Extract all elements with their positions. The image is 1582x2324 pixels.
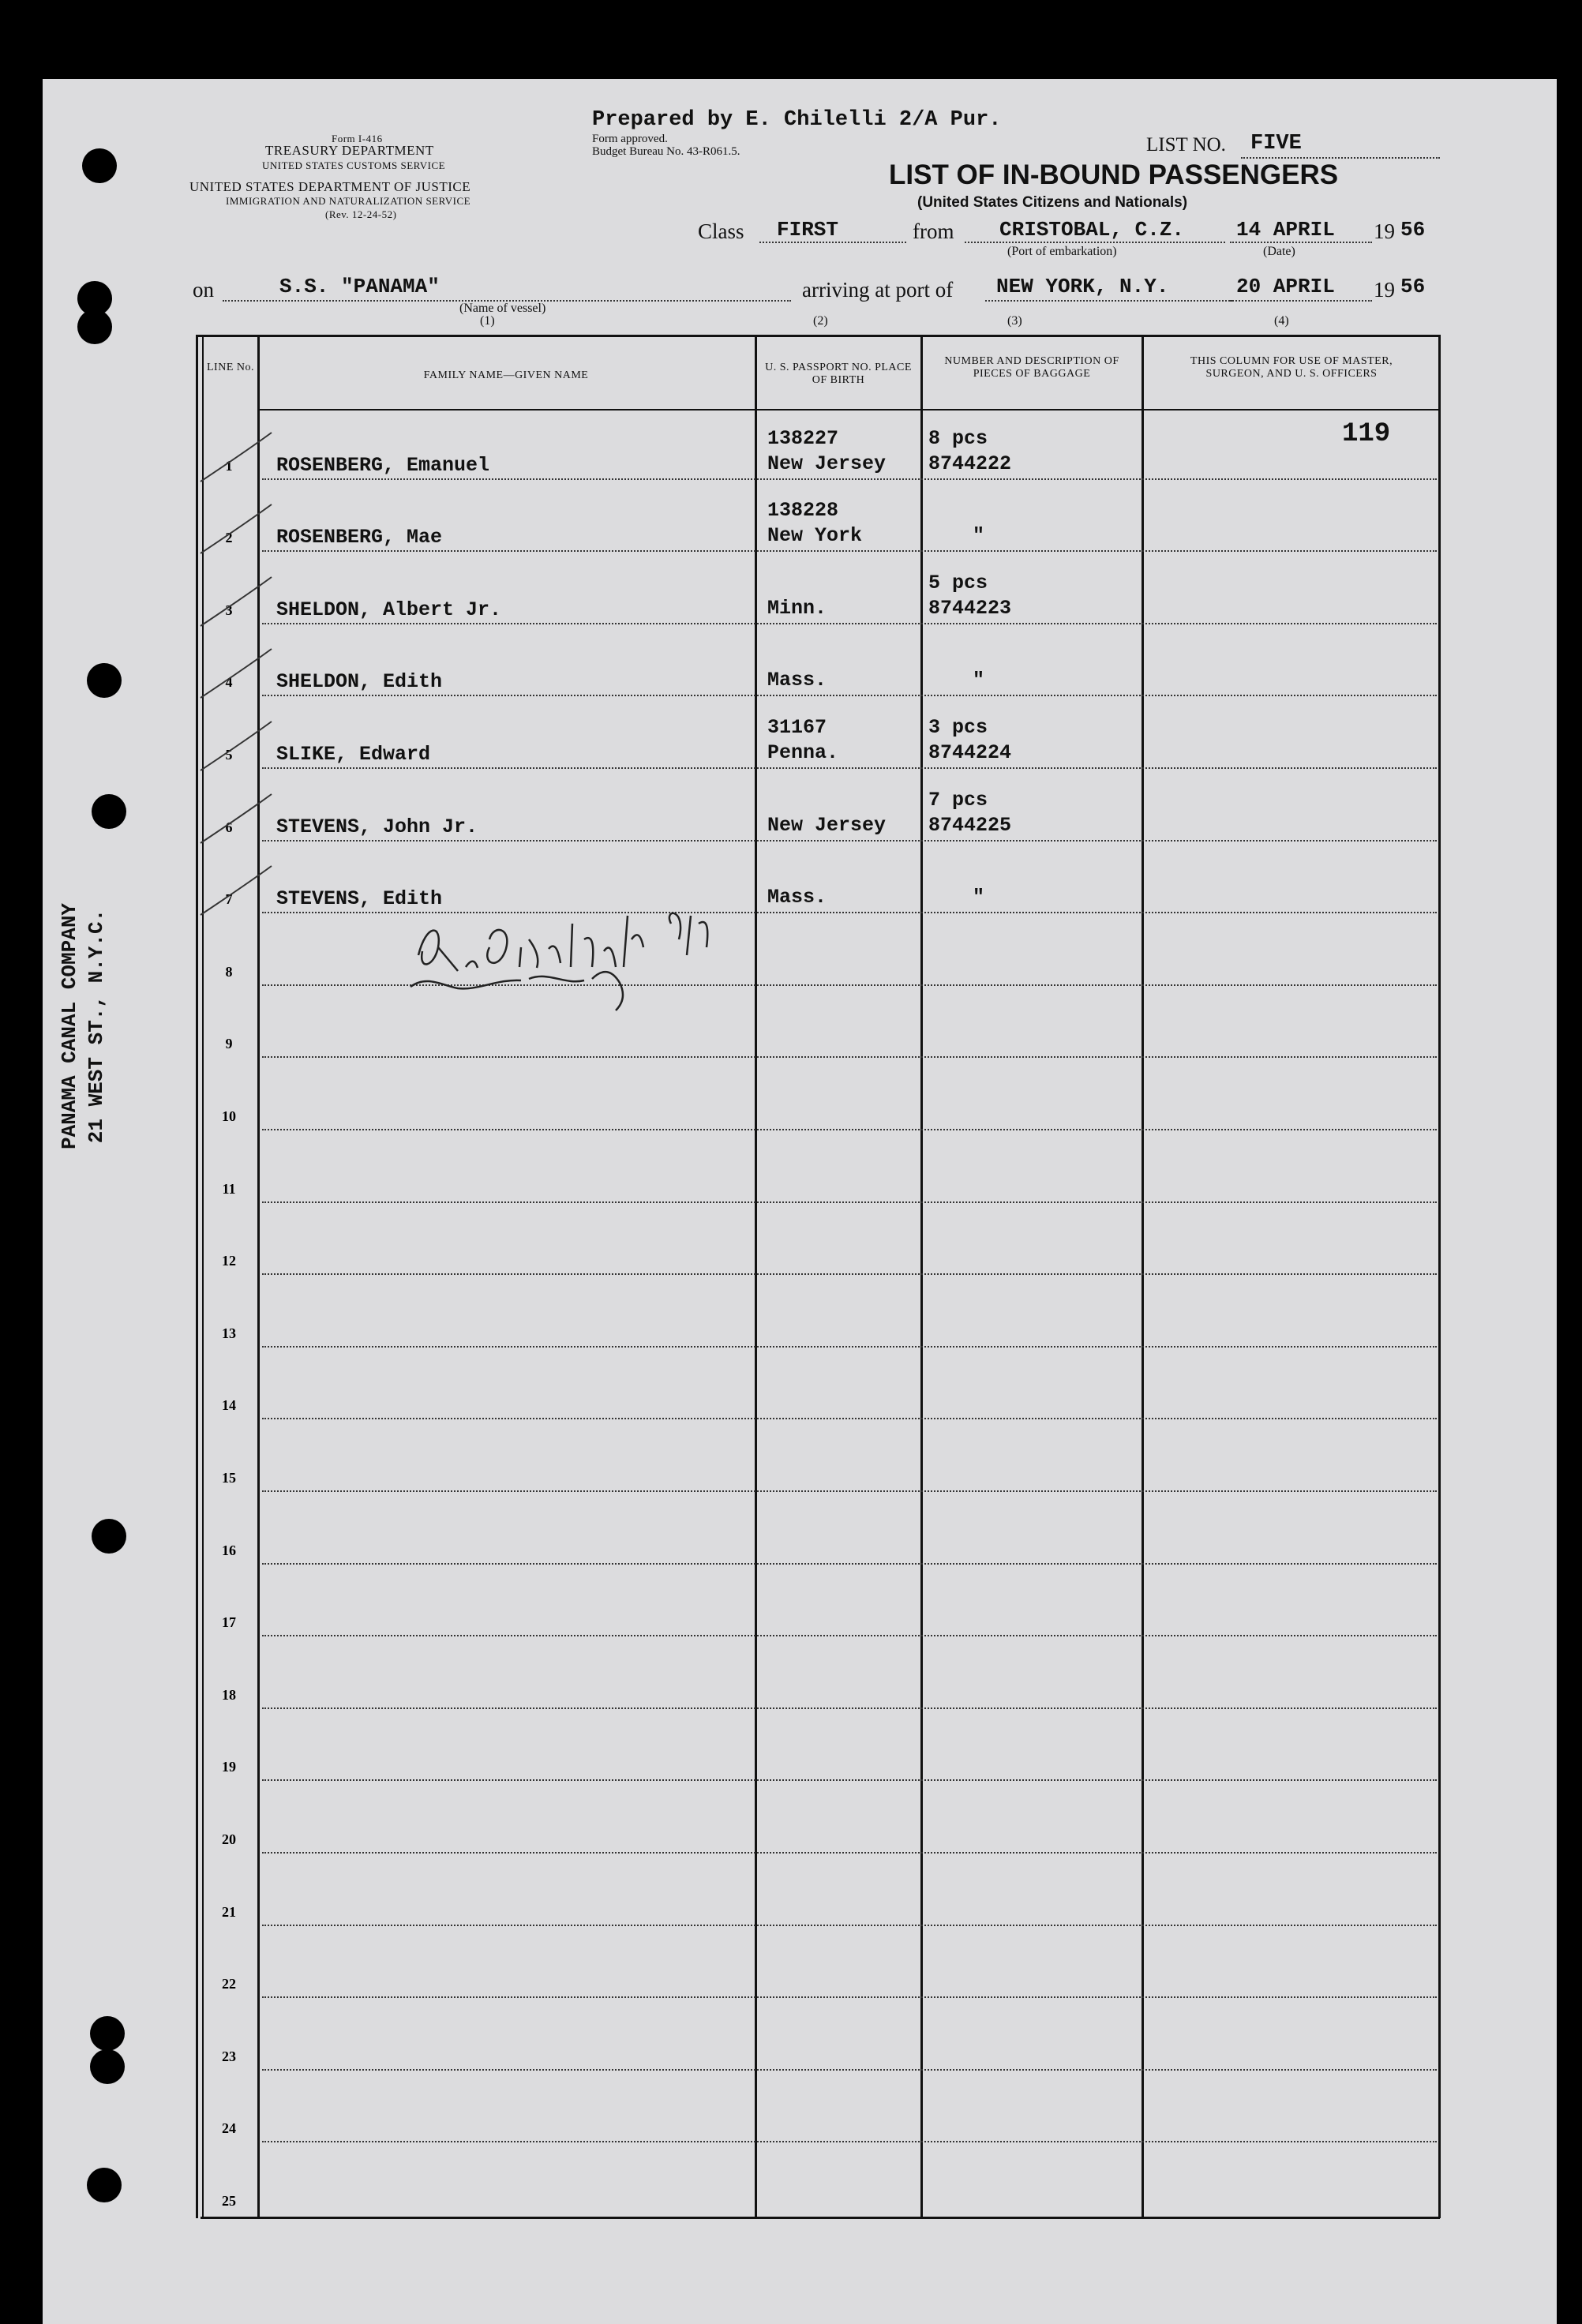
line-number: 8 [225,963,233,980]
stamp-line-2: 21 WEST ST., N.Y.C. [84,909,108,1144]
line-number: 9 [225,1036,233,1052]
passport-number: 138227 [767,426,839,450]
baggage-number: 8744225 [928,813,1012,837]
list-no-value: FIVE [1250,132,1302,156]
check-mark-icon [193,426,287,489]
row-rule [262,1635,1437,1636]
passenger-name: SHELDON, Edith [276,670,443,694]
punch-hole [92,1519,126,1554]
handwritten-signature [403,892,766,1034]
place-of-birth: Mass. [767,886,827,909]
punch-hole [87,663,122,698]
embark-year-value: 56 [1400,218,1426,242]
class-label: Class [698,219,744,243]
line-number: 5 [225,747,233,763]
list-no-line [1241,157,1440,159]
date-caption: (Date) [1263,245,1295,258]
company-stamp [56,903,110,1149]
arrival-date-line [1230,300,1372,302]
embark-date-line [1230,242,1372,243]
punch-hole [87,2168,122,2202]
row-rule [262,1996,1437,1998]
baggage-number: " [973,524,985,548]
vessel-caption: (Name of vessel) [459,302,546,315]
row-rule [262,1201,1437,1203]
page-subtitle: (United States Citizens and Nationals) [917,194,1188,211]
place-of-birth: New Jersey [767,813,887,837]
row-rule [262,1925,1437,1926]
port-embarkation-caption: (Port of embarkation) [1007,245,1117,258]
check-mark-icon [193,715,287,778]
row-rule [262,1273,1437,1275]
class-value: FIRST [777,218,839,242]
header-passport: U. S. PASSPORT NO. PLACE OF BIRTH [765,362,912,386]
arrival-port-line [985,300,1233,302]
row-rule [262,1056,1437,1058]
line-number: 24 [222,2120,236,2137]
column-divider-officers [1142,335,1144,2218]
arriving-label: arriving at port of [802,278,954,302]
line-number: 25 [222,2193,236,2209]
row-rule [262,840,1437,842]
header-line-no: LINE No. [207,362,254,373]
baggage-pieces: 5 pcs [928,571,988,594]
header-name: FAMILY NAME—GIVEN NAME [423,369,589,381]
arrival-port-value: NEW YORK, N.Y. [996,275,1169,298]
place-of-birth: New Jersey [767,452,887,475]
col-ref-4: (4) [1274,314,1289,328]
embark-year-prefix: 19 [1374,219,1395,243]
place-of-birth: Penna. [767,741,839,764]
col-ref-1: (1) [480,314,495,328]
punch-hole [82,148,117,183]
arrival-date-value: 20 APRIL [1236,275,1335,298]
line-number: 13 [222,1325,236,1341]
column-divider-baggage [920,335,923,2218]
passenger-name: SHELDON, Albert Jr. [276,598,502,621]
row-rule [262,623,1437,624]
line-number: 6 [225,819,233,835]
revision: (Rev. 12-24-52) [325,208,397,220]
check-mark-icon [193,788,287,851]
row-rule [262,2069,1437,2071]
check-mark-icon [193,498,287,561]
line-number: 15 [222,1470,236,1486]
line-number: 4 [225,674,233,691]
treasury-department: TREASURY DEPARTMENT [265,143,434,158]
punch-hole [90,2049,125,2084]
passenger-name: SLIKE, Edward [276,743,431,766]
class-line [759,242,906,243]
header-officers: THIS COLUMN FOR USE OF MASTER, SURGEON, AND U. S. OFFICERS [1190,355,1393,380]
vessel-value: S.S. "PANAMA" [279,275,440,298]
from-value: CRISTOBAL, C.Z. [999,218,1185,242]
check-mark-icon [193,571,287,634]
row-rule [262,1563,1437,1565]
place-of-birth: New York [767,524,863,548]
row-rule [262,550,1437,552]
line-number: 14 [222,1397,236,1414]
line-number: 1 [225,457,233,474]
place-of-birth: Mass. [767,669,827,692]
line-number: 19 [222,1759,236,1775]
header-baggage: NUMBER AND DESCRIPTION OF PIECES OF BAGGAGE [944,355,1119,380]
table-header-border [259,409,1440,410]
from-line [965,242,1225,243]
arrival-year-prefix: 19 [1374,278,1395,302]
form-number: Form I-416 [332,133,383,144]
punch-hole [92,794,126,829]
passport-number: 31167 [767,716,827,739]
on-label: on [193,278,214,302]
table-right-border [1438,335,1441,2218]
from-label: from [913,219,954,243]
baggage-number: 8744222 [928,452,1012,475]
row-rule [262,1490,1437,1492]
line-number: 18 [222,1686,236,1703]
passenger-name: ROSENBERG, Emanuel [276,453,490,477]
officer-note: 119 [1342,418,1391,449]
line-number: 10 [222,1108,236,1124]
baggage-pieces: 3 pcs [928,716,988,739]
line-number: 23 [222,2048,236,2064]
line-number: 17 [222,1614,236,1631]
baggage-number: 8744223 [928,596,1012,620]
punch-hole [90,2016,125,2051]
row-rule [262,1346,1437,1348]
baggage-number: " [973,886,985,909]
embark-date-value: 14 APRIL [1236,218,1335,242]
line-number: 20 [222,1831,236,1847]
row-rule [262,2141,1437,2142]
col-ref-2: (2) [813,314,828,328]
row-rule [262,695,1437,696]
passport-number: 138228 [767,499,839,523]
column-divider-passport [755,335,757,2218]
baggage-number: 8744224 [928,741,1012,764]
passenger-name: STEVENS, John Jr. [276,815,478,838]
line-number: 21 [222,1903,236,1920]
table-bottom-border [201,2217,1440,2219]
customs-service: UNITED STATES CUSTOMS SERVICE [262,159,446,171]
line-number: 2 [225,530,233,546]
department-of-justice: UNITED STATES DEPARTMENT OF JUSTICE [189,179,471,194]
line-number: 11 [222,1180,236,1197]
row-rule [262,1418,1437,1419]
baggage-number: " [973,669,985,692]
col-ref-3: (3) [1007,314,1022,328]
row-rule [262,1129,1437,1130]
stamp-line-1: PANAMA CANAL COMPANY [58,902,81,1150]
line-number: 3 [225,602,233,618]
table-top-border [196,335,1440,337]
arrival-year-value: 56 [1400,275,1426,298]
check-mark-icon [193,643,287,706]
form-approved: Form approved. [592,133,668,145]
row-rule [262,1779,1437,1781]
row-rule [262,767,1437,769]
line-number: 16 [222,1542,236,1558]
immigration-service: IMMIGRATION AND NATURALIZATION SERVICE [226,195,471,207]
line-number: 12 [222,1253,236,1269]
row-rule [262,1852,1437,1854]
line-number: 7 [225,891,233,908]
list-no-label: LIST NO. [1146,134,1226,156]
check-mark-icon [193,860,287,923]
baggage-pieces: 7 pcs [928,788,988,812]
row-rule [262,478,1437,480]
baggage-pieces: 8 pcs [928,426,988,450]
page-title: LIST OF IN-BOUND PASSENGERS [889,159,1339,190]
place-of-birth: Minn. [767,596,827,620]
passenger-name: ROSENBERG, Mae [276,526,443,549]
passenger-name: STEVENS, Edith [276,887,443,911]
line-number: 22 [222,1976,236,1992]
punch-hole [77,309,112,344]
budget-bureau: Budget Bureau No. 43-R061.5. [592,145,740,158]
prepared-by: Prepared by E. Chilelli 2/A Pur. [592,108,1002,132]
row-rule [262,1707,1437,1709]
